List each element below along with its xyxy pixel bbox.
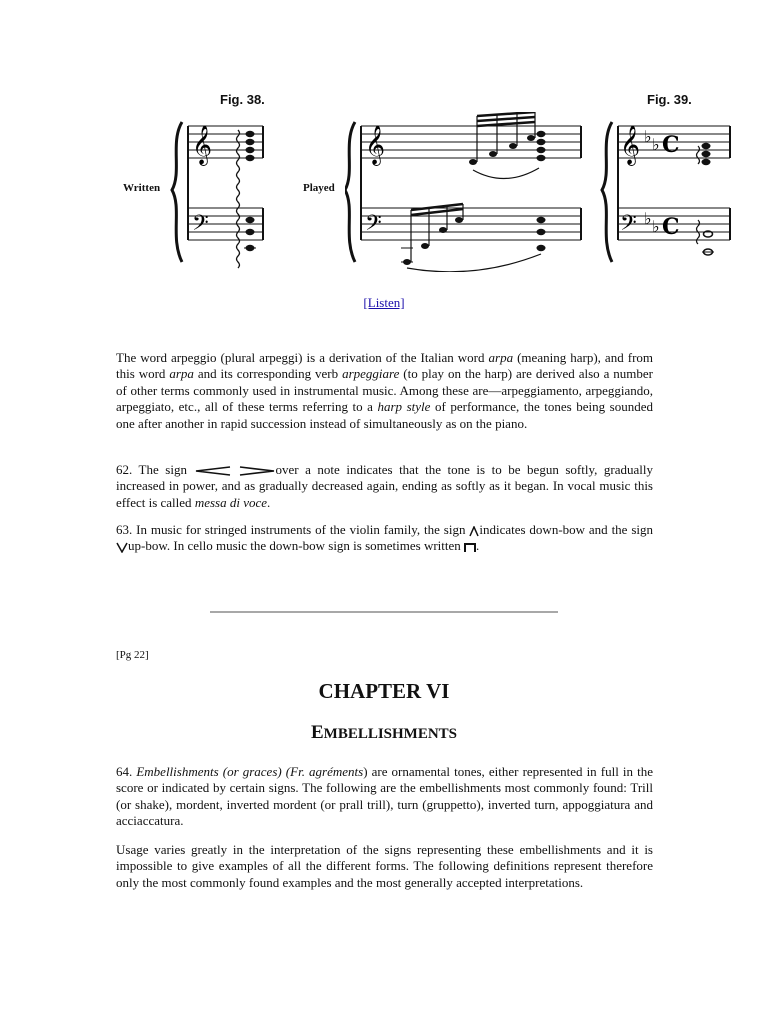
svg-text:𝄞: 𝄞: [620, 125, 641, 165]
up-bow-icon: [116, 542, 128, 553]
svg-text:𝄢: 𝄢: [192, 211, 209, 241]
written-label: Written: [123, 182, 161, 194]
listen-link[interactable]: [Listen]: [363, 295, 405, 310]
cello-down-bow-icon: [464, 542, 476, 553]
paragraph-64: 64. Embellishments (or graces) (Fr. agréments) are ornamental tones, either represented in full in the score or indicated by certain signs. The following are the embellishments most commonly found: Trill (or shake), mordent, inverted mordent (or prall trill), turn (gruppetto), inverted turn, appoggiatura and acciaccatura.: [116, 764, 653, 829]
section-title: EMBELLISHMENTS: [310, 722, 458, 743]
fig39-notation: [600, 112, 735, 272]
svg-text:C: C: [662, 214, 680, 240]
svg-text:♭: ♭: [644, 209, 652, 228]
paragraph-63: 63. In music for stringed instruments of the violin family, the sign indicates down-bow and the sign up-bow. In cello music the down-bow sign is sometimes written .: [116, 522, 653, 554]
fig38-written-notation: [168, 112, 268, 272]
svg-text:𝄢: 𝄢: [365, 211, 382, 241]
svg-text:𝄞: 𝄞: [192, 125, 213, 165]
svg-text:C: C: [662, 132, 680, 158]
svg-text:𝄢: 𝄢: [620, 211, 637, 241]
fig38-label: Fig. 38.: [220, 92, 265, 107]
crescendo-decrescendo-icon: [194, 466, 276, 476]
played-label: Played: [303, 182, 335, 194]
svg-text:♭: ♭: [652, 135, 660, 154]
chapter-title: CHAPTER VI: [318, 679, 450, 703]
svg-text:♭: ♭: [652, 217, 660, 236]
svg-text:𝄞: 𝄞: [365, 125, 386, 165]
fig39-label: Fig. 39.: [647, 92, 692, 107]
page-reference: [Pg 22]: [116, 649, 149, 661]
paragraph-62: 62. The sign over a note indicates that the tone is to be begun softly, gradually increased in power, and as gradually decreased again, ending as softly as it began. In vocal music this effect is called messa di voce.: [116, 462, 653, 510]
section-divider: [210, 611, 558, 613]
down-bow-icon: [469, 526, 479, 537]
usage-paragraph: Usage varies greatly in the interpretation of the signs representing these embellishments and it is impossible to give examples of all the different forms. The following definitions represent therefore only the most commonly found examples and the most generally accepted interpretations.: [116, 842, 653, 890]
fig38-played-notation: [345, 112, 585, 272]
svg-text:♭: ♭: [644, 127, 652, 146]
arpeggio-paragraph: The word arpeggio (plural arpeggi) is a derivation of the Italian word arpa (meaning harp), and from this word arpa and its corresponding verb arpeggiare (to play on the harp) are derived also a number of other terms commonly used in instrumental music. Among these are—arpeggiamento, arpeggiando, arpeggiato, etc., all of these terms referring to a harp style of performance, the tones being sounded one after another in rapid succession instead of simultaneously as on the piano.: [116, 350, 654, 431]
